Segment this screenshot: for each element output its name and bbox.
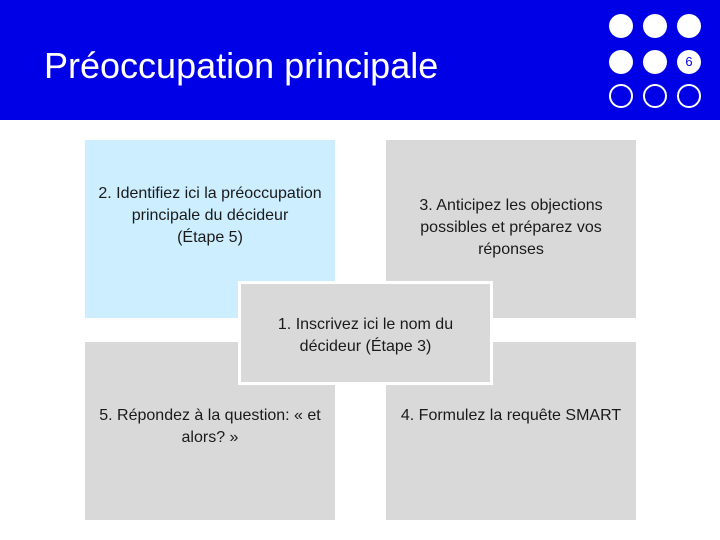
smart-request-text: 4. Formulez la requête SMART: [400, 407, 622, 424]
decorative-ring-icon: [609, 84, 633, 108]
decider-name-box[interactable]: [238, 281, 493, 385]
main-concern-text: 2. Identifiez ici la préoccupation principale du décideur: [98, 185, 322, 224]
main-concern-step: (Étape 5): [177, 229, 243, 246]
decorative-ring-icon: [677, 84, 701, 108]
decorative-dot-icon: [609, 14, 633, 38]
decorative-ring-icon: [643, 84, 667, 108]
so-what-text: 5. Répondez à la question: « et alors? »: [99, 407, 321, 446]
slide-title: Préoccupation principale: [44, 45, 439, 86]
slide-header: [0, 0, 720, 120]
decorative-dot-icon: [643, 14, 667, 38]
decorative-dot-icon: [643, 50, 667, 74]
page-number: 6: [677, 50, 701, 74]
decider-name-text: 1. Inscrivez ici le nom du décideur (Étape 3): [277, 316, 454, 355]
decorative-dot-icon: [677, 14, 701, 38]
main-concern-content: [85, 183, 335, 249]
objections-text: 3. Anticipez les objections possibles et préparez vos réponses: [419, 197, 603, 258]
decorative-dot-icon: [609, 50, 633, 74]
